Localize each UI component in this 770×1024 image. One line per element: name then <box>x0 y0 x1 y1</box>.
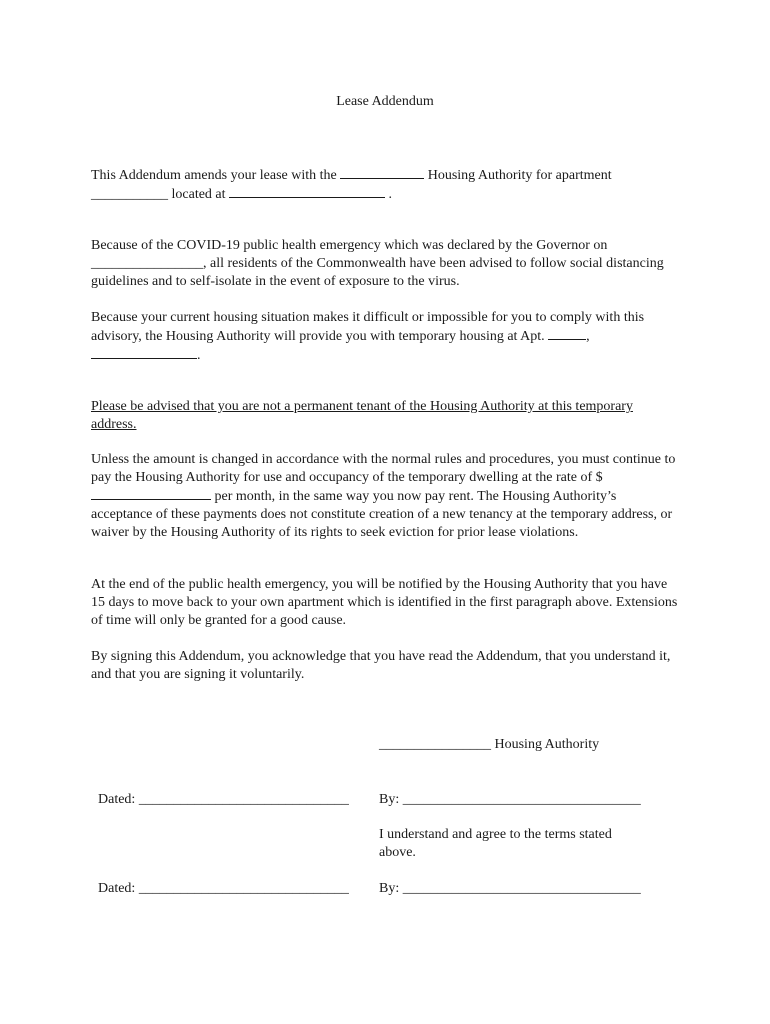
apt-address-blank[interactable] <box>91 346 197 359</box>
housing-authority-name-blank[interactable] <box>340 166 424 179</box>
paragraph-not-permanent-tenant: Please be advised that you are not a permanent tenant of the Housing Authority at this temporary address. <box>91 399 633 432</box>
p2-text-b: ________________, all residents of the Commonwealth have been advised to follow social distancing guidelines and to self-isolate in the event of exposure to the virus. <box>91 256 664 289</box>
p1-text-d: . <box>388 187 393 202</box>
housing-authority-signature-line[interactable]: ________________ Housing Authority <box>379 737 600 752</box>
paragraph-lease-amendment <box>91 166 681 204</box>
dated-field-tenant[interactable]: Dated: ______________________________ <box>98 881 349 896</box>
p2-text-a: Because of the COVID-19 public health emergency which was declared by the Governor on <box>91 238 608 253</box>
p3-text-b: , <box>586 329 590 344</box>
document-title: Lease Addendum <box>336 94 434 109</box>
dated-field-authority[interactable]: Dated: ______________________________ <box>98 792 349 807</box>
paragraph-temporary-housing <box>91 309 681 365</box>
paragraph-covid-emergency <box>91 237 681 291</box>
p1-text-b: Housing Authority for apartment <box>427 168 612 183</box>
address-blank[interactable] <box>229 185 385 198</box>
by-signature-tenant[interactable]: By: __________________________________ <box>379 881 641 896</box>
p3-text-a: Because your current housing situation makes it difficult or impossible for you to comply with this advisory, the Housing Authority will provide you with temporary housing at Apt. <box>91 310 645 344</box>
p1-text-c: ___________ located at <box>91 187 226 202</box>
paragraph-payment <box>91 451 681 542</box>
tenant-agreement-text: I understand and agree to the terms stated above. <box>379 827 612 860</box>
paragraph-end-of-emergency: At the end of the public health emergency, you will be notified by the Housing Authority that you have 15 days to move back to your own apartment which is identified in the first paragraph above. Extensions of time will only be granted for a good cause. <box>91 577 678 628</box>
by-signature-authority[interactable]: By: __________________________________ <box>379 792 641 807</box>
p5-text-b: per month, in the same way you now pay rent. The Housing Authority’s acceptance of these payments does not constitute creation of a new tenancy at the temporary address, or waiver by the Housing Authority of its rights to seek eviction for prior lease violations. <box>91 489 673 540</box>
apt-number-blank[interactable] <box>548 327 586 340</box>
p5-text-a: Unless the amount is changed in accordance with the normal rules and procedures, you must continue to pay the Housing Authority for use and occupancy of the temporary dwelling at the rate of $ <box>91 452 676 485</box>
p3-text-c: . <box>197 348 201 363</box>
rent-amount-blank[interactable] <box>91 487 211 500</box>
paragraph-acknowledgement: By signing this Addendum, you acknowledge that you have read the Addendum, that you understand it, and that you are signing it voluntarily. <box>91 649 671 682</box>
p1-text-a: This Addendum amends your lease with the <box>91 168 337 183</box>
